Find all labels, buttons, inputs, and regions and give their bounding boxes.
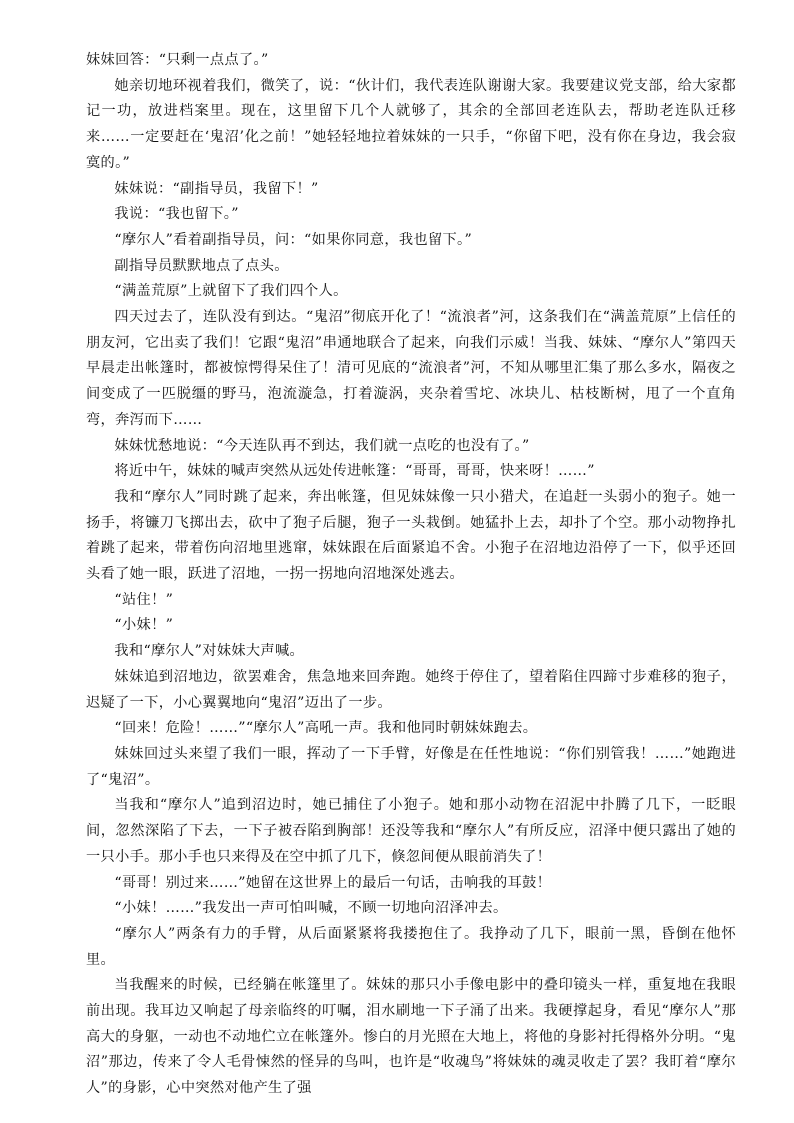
paragraph: 副指导员默默地点了点头。 (114, 257, 289, 274)
paragraph: 我和“摩尔人”同时跳了起来，奔出帐篷，但见妹妹像一只小猎犬，在追赶一头弱小的狍子。她一扬手，将镰刀飞掷出去，砍中了狍子后腿，狍子一头栽倒。她猛扑上去，却扑了个空。那小动物挣扎着跳了起来，带着伤向沼地里逃窜，妹妹跟在后面紧追不舍。小狍子在沼地边沿停了一下，似乎还回头看了她一眼，跃进了沼地，一拐一拐地向沼地深处逃去。 (86, 488, 736, 583)
paragraph: “站住！” (114, 591, 174, 608)
paragraph: 当我醒来的时候，已经躺在帐篷里了。妹妹的那只小手像电影中的叠印镜头一样，重复地在我眼前出现。我耳边又响起了母亲临终的叮嘱，泪水刷地一下子涌了出来。我硬撑起身，看见“摩尔人”那高大的身躯，一动也不动地伫立在帐篷外。惨白的月光照在大地上，将他的身影衬托得格外分明。“鬼沼”那边，传来了令人毛骨悚然的怪异的鸟叫，也许是“收魂鸟”将妹妹的魂灵收走了罢？我盯着“摩尔人”的身影，心中突然对他产生了强 (86, 977, 736, 1097)
paragraph: “摩尔人”两条有力的手臂，从后面紧紧将我搂抱住了。我挣动了几下，眼前一黑，昏倒在他怀里。 (86, 925, 736, 968)
paragraph: 妹妹说：“副指导员，我留下！” (114, 180, 319, 197)
paragraph: 妹妹回过头来望了我们一眼，挥动了一下手臂，好像是在任性地说：“你们别管我！……”她跑进了“鬼沼”。 (86, 745, 736, 788)
paragraph: “小妹！……”我发出一声可怕叫喊，不顾一切地向沼泽冲去。 (114, 900, 508, 917)
paragraph: “小妹！” (114, 617, 174, 634)
paragraph: “满盖荒原”上就留下了我们四个人。 (114, 283, 348, 300)
paragraph: “回来！危险！……”“摩尔人”高吼一声。我和他同时朝妹妹跑去。 (114, 720, 538, 737)
paragraph: “摩尔人”看着副指导员，问：“如果你同意，我也留下。” (114, 231, 473, 248)
paragraph: 当我和“摩尔人”追到沼边时，她已捕住了小狍子。她和那小动物在沼泥中扑腾了几下，一眨眼间，忽然深陷了下去，一下子被吞陷到胸部！还没等我和“摩尔人”有所反应，沼泽中便只露出了她的一只小手。那小手也只来得及在空中抓了几下，倏忽间便从眼前消失了！ (86, 797, 736, 865)
article-body (86, 48, 736, 1102)
paragraph: “哥哥！别过来……”她留在这世界上的最后一句话，击响我的耳鼓！ (114, 874, 552, 891)
paragraph: 四天过去了，连队没有到达。“鬼沼”彻底开化了！“流浪者”河，这条我们在“满盖荒原”上信任的朋友河，它出卖了我们！它跟“鬼沼”串通地联合了起来，向我们示威！当我、妹妹、“摩尔人”第四天早晨走出帐篷时，都被惊愕得呆住了！清可见底的“流浪者”河，不知从哪里汇集了那么多水，隔夜之间变成了一匹脱缰的野马，泡流漩急，打着漩涡，夹杂着雪坨、冰块儿、枯枝断树，甩了一个直角弯，奔泻而下…… (86, 309, 736, 428)
paragraph: 妹妹回答：“只剩一点点了。” (86, 52, 269, 68)
paragraph: 她亲切地环视着我们，微笑了，说：“伙计们，我代表连队谢谢大家。我要建议党支部，给大家都记一功，放进档案里。现在，这里留下几个人就够了，其余的全部回老连队去，帮助老连队迁移来……一定要赶在‘鬼沼’化之前！”她轻轻地拉着妹妹的一只手，“你留下吧，没有你在身边，我会寂寞的。” (86, 77, 736, 171)
paragraph: 妹妹忧愁地说：“今天连队再不到达，我们就一点吃的也没有了。” (114, 437, 530, 454)
paragraph: 妹妹追到沼地边，欲罢难舍，焦急地来回奔跑。她终于停住了，望着陷住四蹄寸步难移的狍子，迟疑了一下，小心翼翼地向“鬼沼”迈出了一步。 (86, 668, 736, 711)
paragraph: 我和“摩尔人”对妹妹大声喊。 (114, 643, 305, 660)
paragraph: 将近中午，妹妹的喊声突然从远处传进帐篷：“哥哥，哥哥，快来呀！……” (114, 463, 595, 480)
paragraph: 我说：“我也留下。” (114, 206, 239, 223)
